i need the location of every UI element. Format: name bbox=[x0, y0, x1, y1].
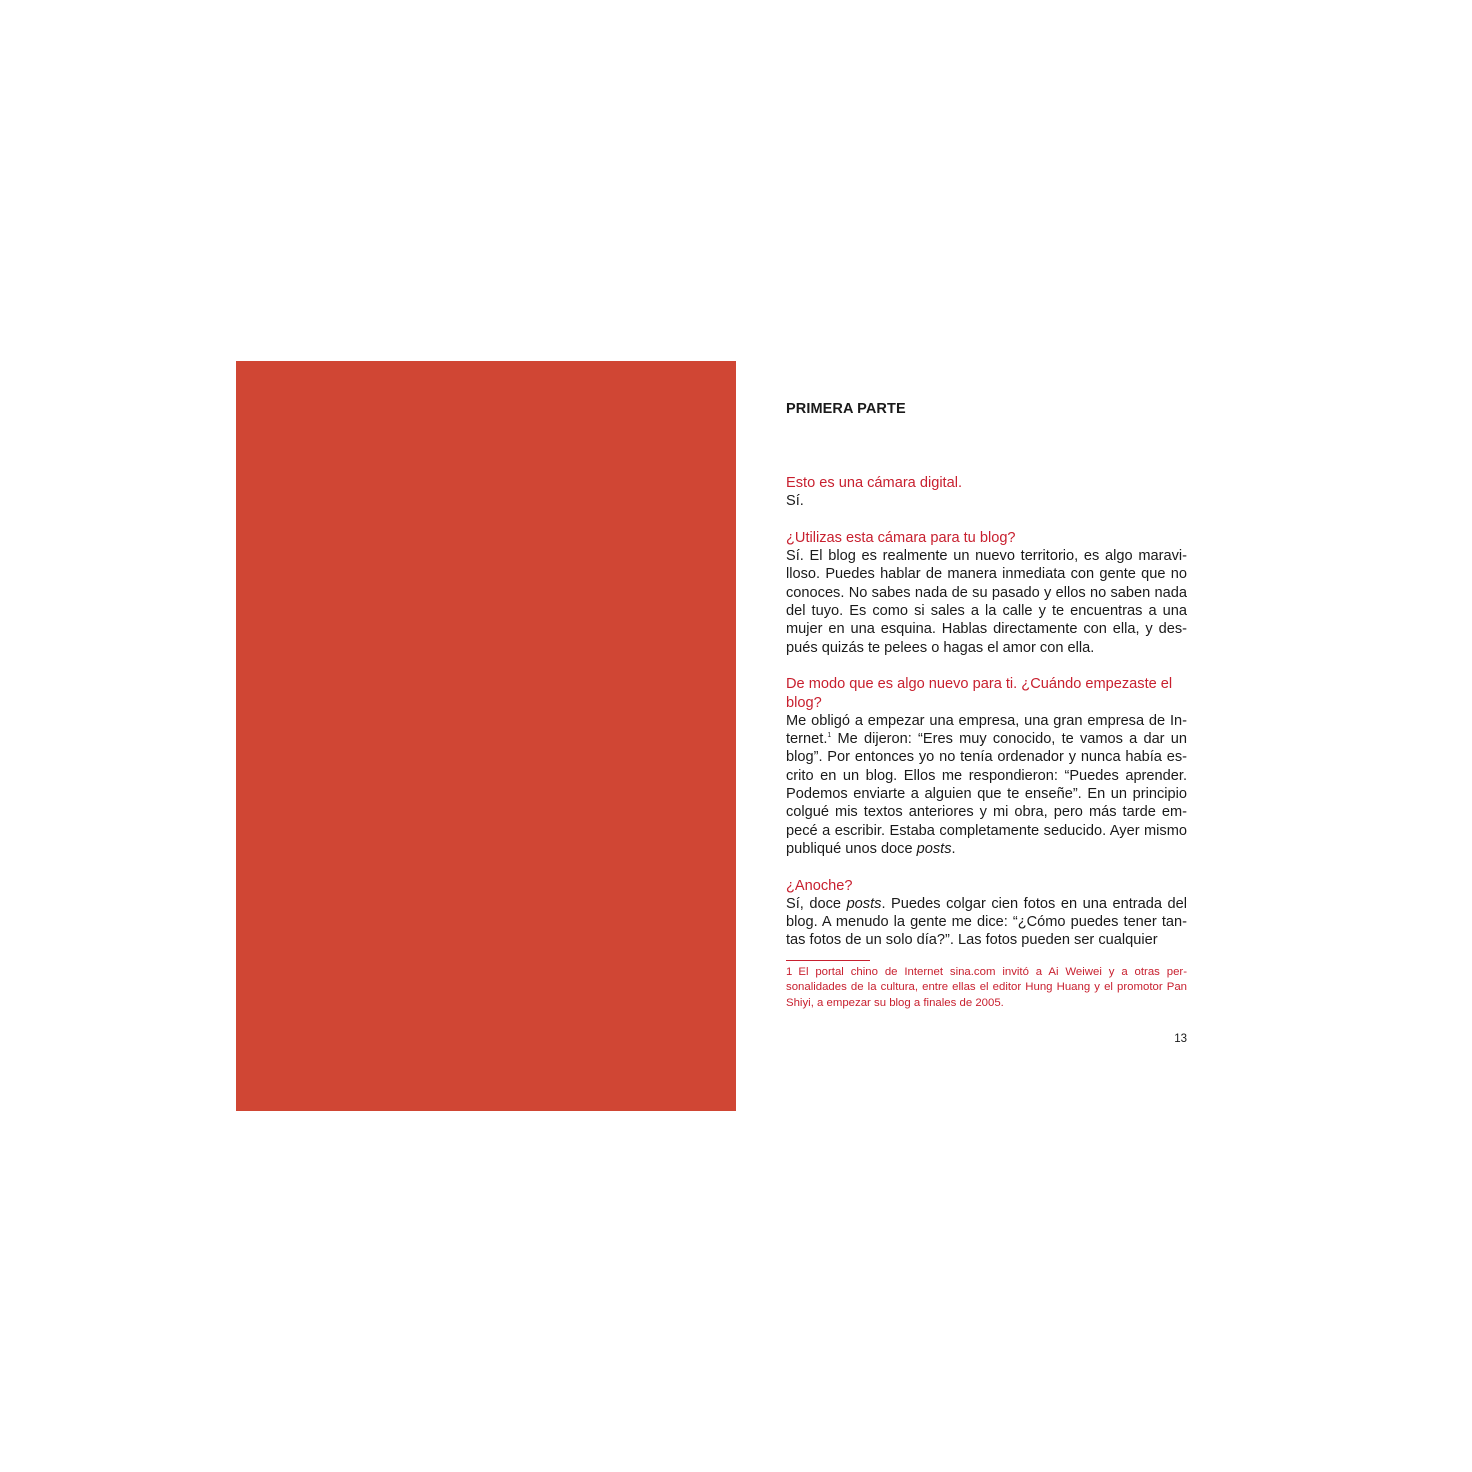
footnote-reference: 1 bbox=[827, 732, 832, 740]
interview-question: Esto es una cámara digital. bbox=[786, 475, 963, 491]
left-page-red-panel bbox=[236, 361, 736, 1111]
footnote-text: El portal chino de Internet sina.com invitó a Ai Weiwei y a otras personalidades de la cultura, entre ellas el editor Hung Huang y el promotor Pan Shiyi, a empezar su blog a finales de 2005. bbox=[786, 966, 1187, 1009]
italic-term: posts bbox=[916, 840, 952, 857]
qa-block bbox=[786, 877, 1187, 950]
interview-answer bbox=[786, 895, 1187, 950]
answer-text: . Puedes colgar cien fotos en una entrada del blog. A menudo la gente me dice: “¿Cómo puedes tener tantas fotos de un solo día?”. Las fotos pueden ser cualquier bbox=[786, 895, 1187, 949]
answer-text: Sí, doce bbox=[786, 895, 847, 912]
italic-term: posts bbox=[846, 895, 882, 912]
answer-text: . bbox=[951, 840, 956, 857]
right-page bbox=[786, 399, 1187, 1045]
interview-answer: Sí. bbox=[786, 493, 804, 510]
interview-text bbox=[786, 474, 1187, 968]
section-title: PRIMERA PARTE bbox=[786, 401, 906, 417]
page-number: 13 bbox=[1174, 1033, 1187, 1045]
interview-question: ¿Anoche? bbox=[786, 877, 853, 894]
interview-question: ¿Utilizas esta cámara para tu blog? bbox=[786, 529, 1016, 546]
qa-block bbox=[786, 474, 1187, 511]
footnote-divider bbox=[786, 960, 870, 961]
answer-text: Me obligó a empezar una empresa, una gran empresa de Internet. bbox=[786, 712, 1187, 748]
answer-text: Me dijeron: “Eres muy conocido, te vamos a dar un blog”. Por entonces yo no tenía ordenador y nunca había escrito en un blog. Ellos me respondieron: “Puedes aprender. Podemos enviarte a alguien que te enseñe”. En un principio colgué mis textos anteriores y mi obra, pero más tarde empecé a escribir. Estaba completamente seducido. Ayer mismo publiqué unos doce bbox=[786, 731, 1187, 857]
qa-block bbox=[786, 675, 1187, 858]
qa-block bbox=[786, 529, 1187, 657]
footnote-number: 1 bbox=[786, 966, 793, 978]
interview-answer: Sí. El blog es realmente un nuevo territorio, es algo maravilloso. Puedes hablar de manera inmediata con gente que no conoces. No sabes nada de su pasado y ellos no saben nada del tuyo. Es como si sales a la calle y te encuentras a una mujer en una esquina. Hablas directamente con ella, y después quizás te pelees o hagas el amor con ella. bbox=[786, 548, 1187, 656]
interview-question: De modo que es algo nuevo para ti. ¿Cuándo empezaste el blog? bbox=[786, 676, 1173, 711]
interview-answer bbox=[786, 712, 1187, 858]
footnote bbox=[786, 965, 1187, 1011]
